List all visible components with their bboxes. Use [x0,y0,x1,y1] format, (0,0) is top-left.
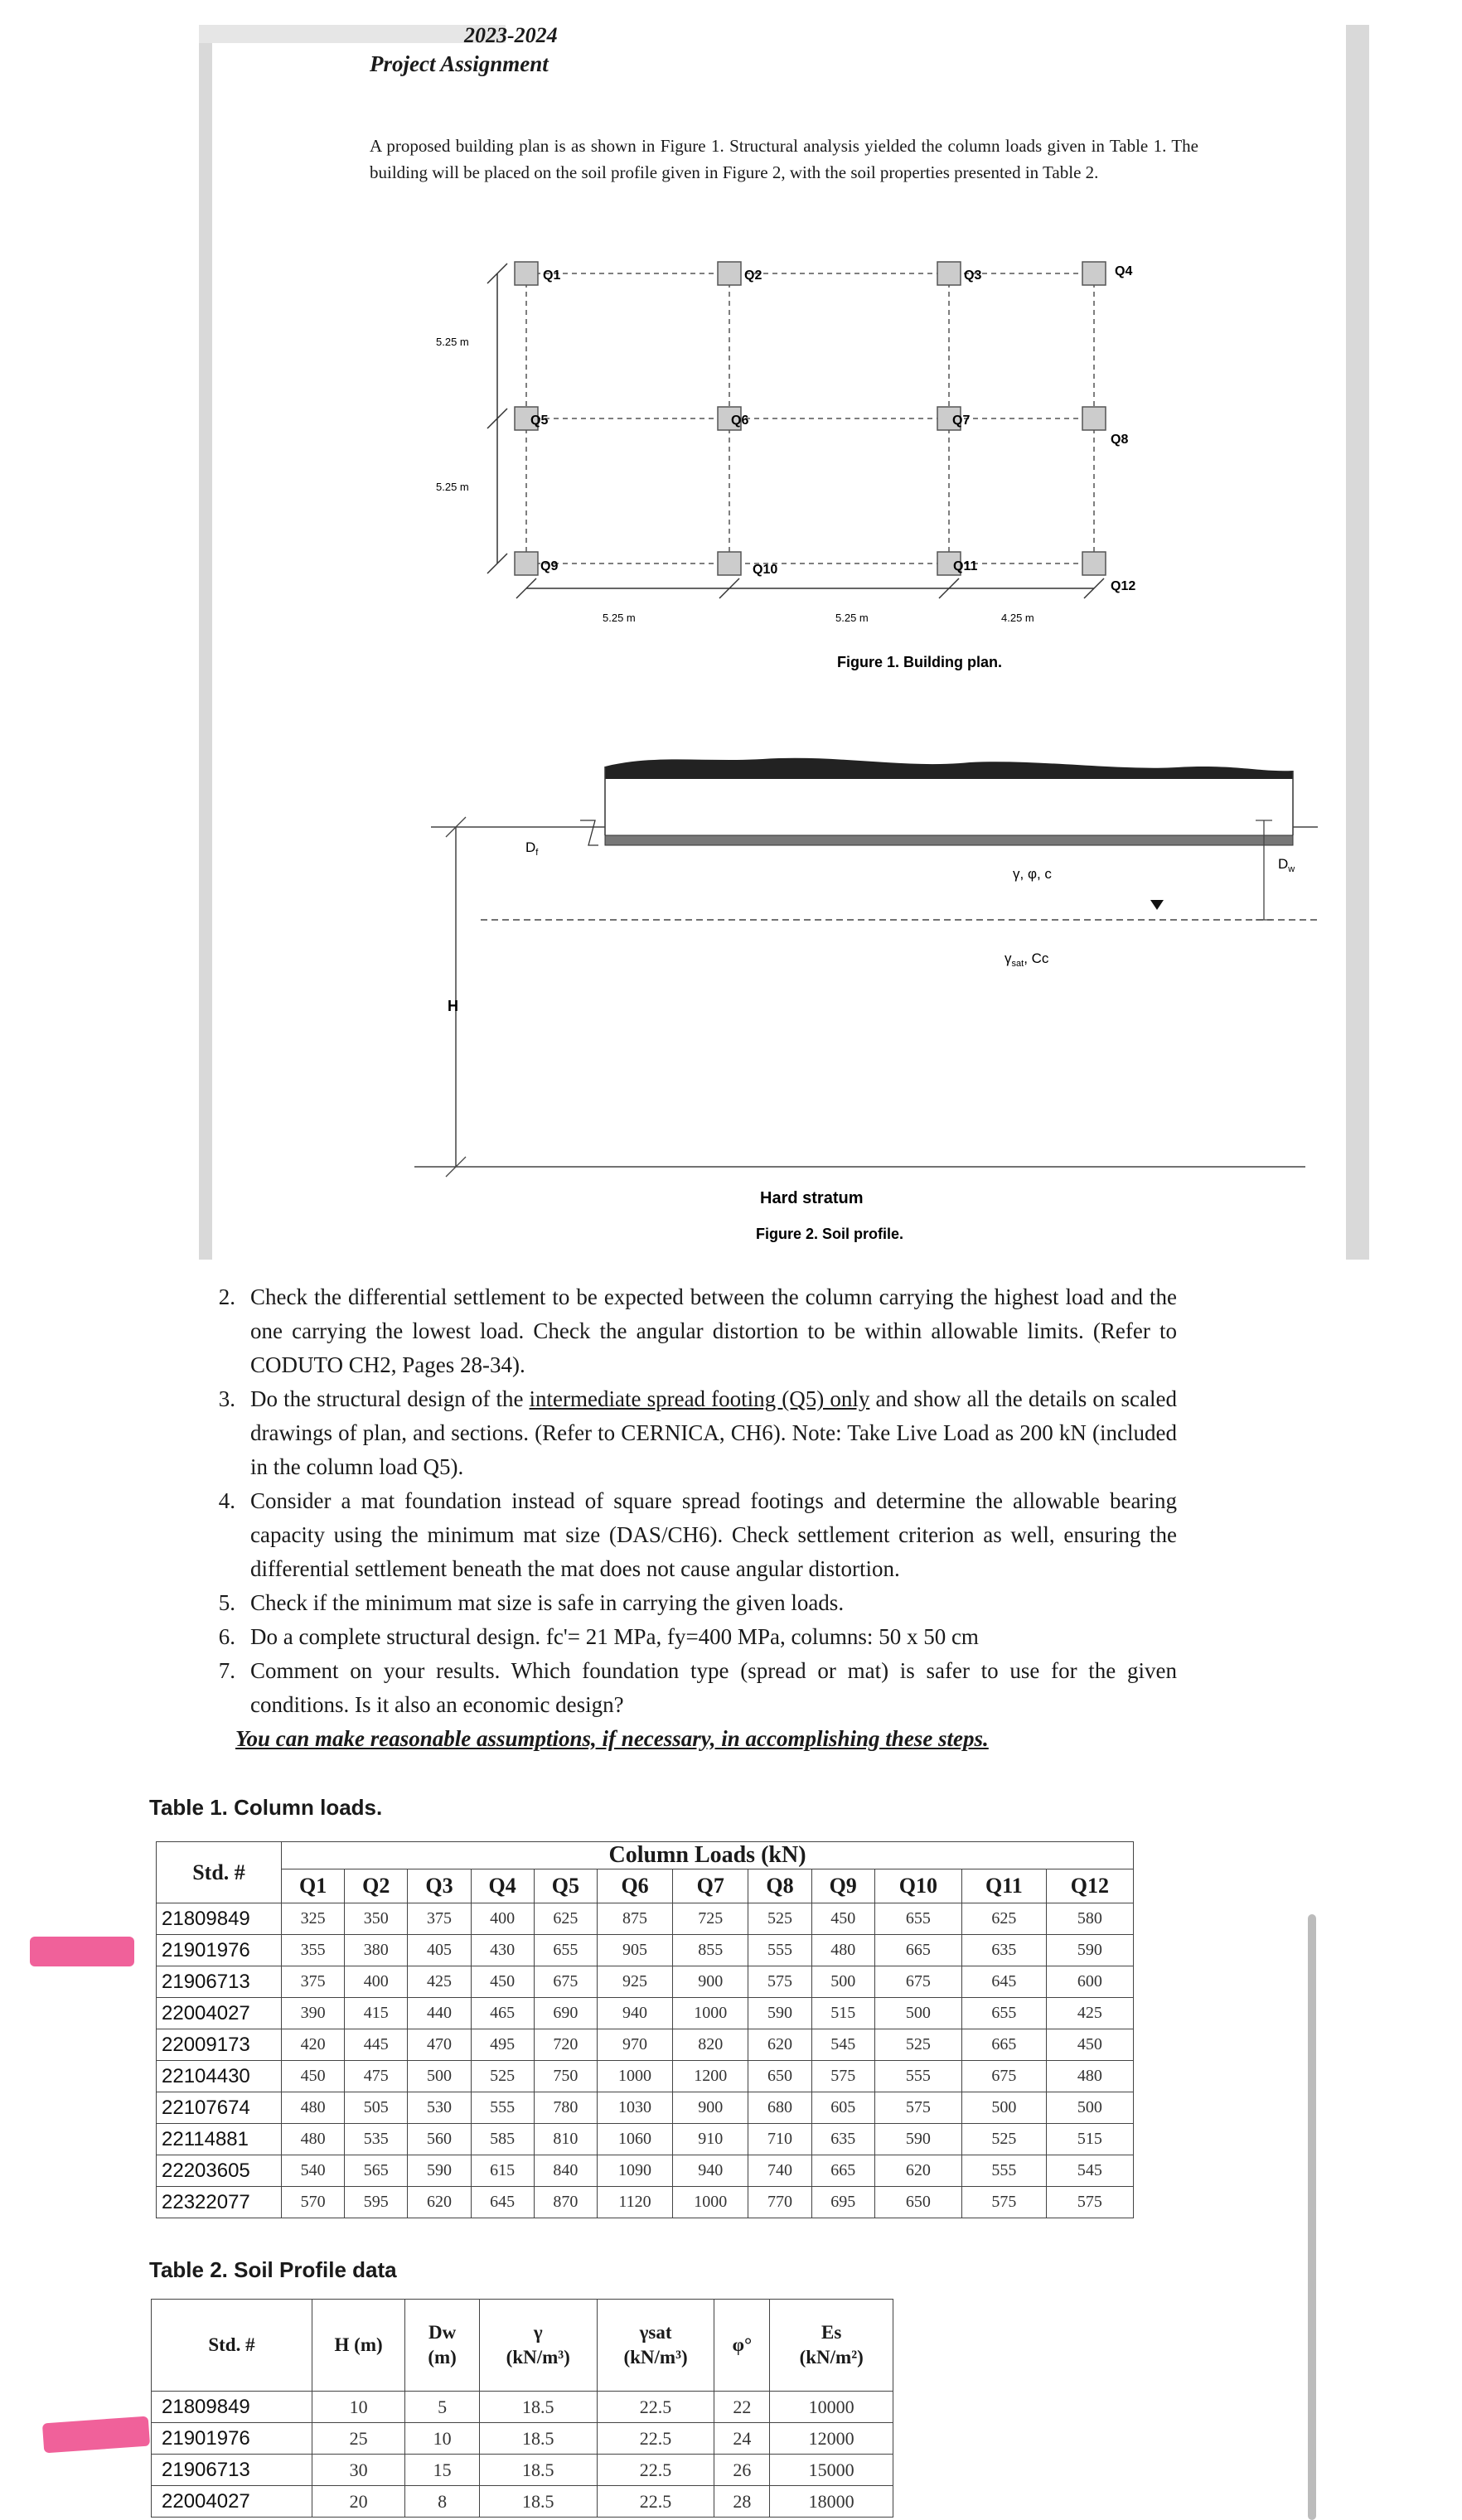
load-cell: 465 [471,1998,534,2029]
label-Q1: Q1 [543,268,561,283]
load-cell: 720 [534,2029,597,2061]
load-cell: 905 [597,1935,672,1966]
column-Q2 [718,262,741,285]
col-header-q12: Q12 [1046,1869,1133,1903]
t2-phi-header: φ° [714,2300,770,2392]
t2-gsat-header: γsat (kN/m³) [597,2300,714,2392]
col-header-q6: Q6 [597,1869,672,1903]
table-row [157,2029,1134,2061]
std-cell: 22009173 [157,2029,282,2061]
load-cell: 635 [961,1935,1046,1966]
load-cell: 440 [408,1998,471,2029]
lower-soil-props: $\gamma_{sat}$, Cc [1005,950,1049,969]
soil-cell-g: 18.5 [479,2486,597,2518]
soil-cell-std: 21809849 [152,2392,312,2423]
table-row [152,2423,893,2455]
soil-profile-figure [406,729,1318,1260]
load-cell: 1000 [597,2061,672,2092]
column-loads-table [156,1841,1134,2218]
load-cell: 1120 [597,2187,672,2218]
soil-cell-dw: 8 [405,2486,480,2518]
load-cell: 590 [748,1998,811,2029]
label-Q11: Q11 [953,559,978,573]
task-item: 2. Check the differential settlement to be expected between the column carrying the highest load and the one carrying the lowest load. Check the angular distortion to be within allowable limits. (Refer to CODUTO CH2, Pages 28-34). [218,1284,1177,1377]
load-cell: 495 [471,2029,534,2061]
load-cell: 565 [345,2155,408,2187]
load-cell: 380 [345,1935,408,1966]
upper-soil-props: γ, φ, c [1013,866,1052,882]
h-label: H [448,998,458,1014]
load-cell: 545 [811,2029,874,2061]
table-row [157,2187,1134,2218]
load-cell: 590 [408,2155,471,2187]
label-Q5: Q5 [530,414,549,428]
load-cell: 390 [282,1998,345,2029]
load-cell: 400 [471,1903,534,1935]
soil-cell-gs: 22.5 [597,2423,714,2455]
load-cell: 940 [597,1998,672,2029]
load-cell: 675 [874,1966,961,1998]
label-Q3: Q3 [964,268,982,283]
col-header-q7: Q7 [673,1869,748,1903]
load-cell: 575 [874,2092,961,2124]
df-label: $D_f$ [525,839,539,858]
label-Q2: Q2 [744,268,762,283]
figure2-caption: Figure 2. Soil profile. [756,1226,904,1242]
hard-stratum-label: Hard stratum [760,1189,864,1207]
dw-label: $D_w$ [1278,856,1295,874]
load-cell: 450 [1046,2029,1133,2061]
soil-cell-es: 10000 [770,2392,893,2423]
label-Q12: Q12 [1111,579,1136,593]
soil-cell-h: 30 [312,2455,404,2486]
table1-caption: Table 1. Column loads. [149,1795,383,1820]
soil-cell-phi: 22 [714,2392,770,2423]
soil-cell-std: 21906713 [152,2455,312,2486]
load-cell: 535 [345,2124,408,2155]
label-Q6: Q6 [731,414,749,428]
soil-cell-g: 18.5 [479,2423,597,2455]
label-Q7: Q7 [952,414,971,428]
column-Q1 [515,262,538,285]
soil-cell-h: 20 [312,2486,404,2518]
header-title: Project Assignment [370,51,549,76]
load-cell: 625 [961,1903,1046,1935]
task-item: 7. Comment on your results. Which foundation type (spread or mat) is safer to use for the given conditions. Is it also an economic design? [218,1658,1177,1717]
t2-h-header: H (m) [312,2300,404,2392]
load-cell: 500 [408,2061,471,2092]
load-cell: 500 [811,1966,874,1998]
column-Q3 [937,262,961,285]
load-cell: 925 [597,1966,672,1998]
load-cell: 480 [811,1935,874,1966]
label-Q10: Q10 [753,563,778,577]
soil-cell-gs: 22.5 [597,2392,714,2423]
highlight-mark [42,2416,150,2454]
load-cell: 910 [673,2124,748,2155]
soil-cell-gs: 22.5 [597,2455,714,2486]
load-cell: 585 [471,2124,534,2155]
col-header-q9: Q9 [811,1869,874,1903]
load-cell: 695 [811,2187,874,2218]
load-cell: 500 [1046,2092,1133,2124]
task-item: 4. Consider a mat foundation instead of square spread footings and determine the allowable bearing capacity using the minimum mat size (DAS/CH6). Check settlement criterion as well, ensuring the differential settlement beneath the mat does not cause angular distortion. [218,1488,1177,1581]
load-cell: 525 [748,1903,811,1935]
std-cell: 21809849 [157,1903,282,1935]
label-Q4: Q4 [1115,264,1133,278]
load-cell: 575 [961,2187,1046,2218]
load-cell: 500 [874,1998,961,2029]
load-cell: 1200 [673,2061,748,2092]
load-cell: 450 [471,1966,534,1998]
col-header-q3: Q3 [408,1869,471,1903]
load-cell: 655 [961,1998,1046,2029]
std-header: Std. # [157,1842,282,1903]
load-cell: 690 [534,1998,597,2029]
load-cell: 480 [1046,2061,1133,2092]
mat-foundation [605,835,1293,845]
t2-std-header: Std. # [152,2300,312,2392]
load-cell: 505 [345,2092,408,2124]
soil-cell-std: 22004027 [152,2486,312,2518]
column-Q9 [515,552,538,575]
std-cell: 22203605 [157,2155,282,2187]
load-cell: 540 [282,2155,345,2187]
col-header-q10: Q10 [874,1869,961,1903]
building-plan-figure [414,240,1210,688]
soil-cell-std: 21901976 [152,2423,312,2455]
task-list [182,1280,1177,1756]
load-cell: 590 [874,2124,961,2155]
load-cell: 635 [811,2124,874,2155]
load-cell: 940 [673,2155,748,2187]
table-row [157,2124,1134,2155]
soil-cell-h: 25 [312,2423,404,2455]
std-cell: 21901976 [157,1935,282,1966]
load-cell: 810 [534,2124,597,2155]
load-cell: 665 [874,1935,961,1966]
table-row [157,2155,1134,2187]
assumption-note: You can make reasonable assumptions, if necessary, in accomplishing these steps. [235,1726,989,1751]
figure1-caption: Figure 1. Building plan. [837,654,1003,670]
t2-gamma-header: γ (kN/m³) [479,2300,597,2392]
table-row [157,2061,1134,2092]
load-cell: 680 [748,2092,811,2124]
std-cell: 22004027 [157,1998,282,2029]
table-row [157,1966,1134,1998]
load-cell: 605 [811,2092,874,2124]
load-cell: 450 [811,1903,874,1935]
soil-cell-g: 18.5 [479,2392,597,2423]
col-header-q1: Q1 [282,1869,345,1903]
header-year: 2023-2024 [464,23,558,47]
soil-cell-g: 18.5 [479,2455,597,2486]
load-cell: 650 [874,2187,961,2218]
table-row [157,1903,1134,1935]
column-Q4 [1082,262,1106,285]
load-cell: 525 [961,2124,1046,2155]
load-cell: 515 [1046,2124,1133,2155]
std-cell: 21906713 [157,1966,282,1998]
label-Q9: Q9 [540,559,559,573]
load-cell: 570 [282,2187,345,2218]
load-cell: 655 [534,1935,597,1966]
std-cell: 22114881 [157,2124,282,2155]
load-cell: 625 [534,1903,597,1935]
dim-x1: 5.25 m [603,612,636,624]
load-cell: 780 [534,2092,597,2124]
table2-caption: Table 2. Soil Profile data [149,2257,397,2282]
col-header-q5: Q5 [534,1869,597,1903]
load-cell: 555 [874,2061,961,2092]
col-header-q4: Q4 [471,1869,534,1903]
load-cell: 480 [282,2092,345,2124]
load-cell: 620 [748,2029,811,2061]
load-cell: 675 [534,1966,597,1998]
table-row [152,2392,893,2423]
load-cell: 530 [408,2092,471,2124]
table-row [157,1998,1134,2029]
load-cell: 350 [345,1903,408,1935]
soil-surface-mound [605,758,1293,779]
load-cell: 575 [1046,2187,1133,2218]
load-cell: 590 [1046,1935,1133,1966]
soil-profile-table [151,2299,893,2518]
label-Q8: Q8 [1111,433,1129,447]
soil-cell-es: 18000 [770,2486,893,2518]
load-cell: 1000 [673,1998,748,2029]
t2-es-header: Es (kN/m²) [770,2300,893,2392]
load-cell: 675 [961,2061,1046,2092]
table-row [152,2486,893,2518]
load-cell: 525 [471,2061,534,2092]
load-cell: 615 [471,2155,534,2187]
load-cell: 500 [961,2092,1046,2124]
load-cell: 645 [471,2187,534,2218]
load-cell: 710 [748,2124,811,2155]
std-cell: 22104430 [157,2061,282,2092]
dim-x3: 4.25 m [1001,612,1034,624]
load-cell: 875 [597,1903,672,1935]
scrollbar[interactable] [1308,1914,1316,2520]
col-header-q11: Q11 [961,1869,1046,1903]
load-cell: 620 [408,2187,471,2218]
load-cell: 655 [874,1903,961,1935]
std-cell: 22107674 [157,2092,282,2124]
load-cell: 900 [673,2092,748,2124]
dim-x2: 5.25 m [835,612,869,624]
load-cell: 470 [408,2029,471,2061]
load-cell: 425 [408,1966,471,1998]
std-cell: 22322077 [157,2187,282,2218]
load-cell: 415 [345,1998,408,2029]
load-cell: 645 [961,1966,1046,1998]
soil-cell-phi: 26 [714,2455,770,2486]
load-cell: 480 [282,2124,345,2155]
load-cell: 555 [471,2092,534,2124]
load-cell: 665 [811,2155,874,2187]
intro-paragraph: A proposed building plan is as shown in Figure 1. Structural analysis yielded the column loads given in Table 1. The building will be placed on the soil profile given in Figure 2, with the soil properties presented in Table 2. [370,136,1198,182]
load-cell: 475 [345,2061,408,2092]
load-cell: 620 [874,2155,961,2187]
dim-y1: 5.25 m [436,336,469,348]
load-cell: 325 [282,1903,345,1935]
load-cell: 375 [408,1903,471,1935]
load-cell: 740 [748,2155,811,2187]
col-header-q2: Q2 [345,1869,408,1903]
task-item: 5. Check if the minimum mat size is safe in carrying the given loads. [218,1590,845,1615]
soil-cell-phi: 28 [714,2486,770,2518]
load-cell: 400 [345,1966,408,1998]
load-cell: 1060 [597,2124,672,2155]
load-cell: 595 [345,2187,408,2218]
load-cell: 750 [534,2061,597,2092]
soil-cell-es: 12000 [770,2423,893,2455]
soil-cell-h: 10 [312,2392,404,2423]
load-cell: 1090 [597,2155,672,2187]
soil-cell-es: 15000 [770,2455,893,2486]
load-cell: 1030 [597,2092,672,2124]
load-cell: 425 [1046,1998,1133,2029]
column-Q10 [718,552,741,575]
load-cell: 555 [961,2155,1046,2187]
load-cell: 770 [748,2187,811,2218]
soil-cell-phi: 24 [714,2423,770,2455]
column-Q12 [1082,552,1106,575]
table-row [157,1935,1134,1966]
load-cell: 420 [282,2029,345,2061]
load-cell: 525 [874,2029,961,2061]
col-header-q8: Q8 [748,1869,811,1903]
soil-cell-dw: 15 [405,2455,480,2486]
load-cell: 375 [282,1966,345,1998]
scan-top-strip [199,25,506,43]
load-cell: 450 [282,2061,345,2092]
task-item: 6. Do a complete structural design. fc'= 21 MPa, fy=400 MPa, columns: 50 x 50 cm [218,1624,979,1649]
highlight-mark [30,1937,134,1966]
load-cell: 855 [673,1935,748,1966]
load-cell: 900 [673,1966,748,1998]
load-cell: 515 [811,1998,874,2029]
load-cell: 970 [597,2029,672,2061]
soil-cell-gs: 22.5 [597,2486,714,2518]
load-cell: 1000 [673,2187,748,2218]
soil-cell-dw: 10 [405,2423,480,2455]
dim-y2: 5.25 m [436,481,469,493]
t2-dw-header: Dw (m) [405,2300,480,2392]
column-Q8 [1082,407,1106,430]
load-cell: 600 [1046,1966,1133,1998]
load-cell: 560 [408,2124,471,2155]
load-cell: 405 [408,1935,471,1966]
task-item: 3. Do the structural design of the intermediate spread footing (Q5) only and show all the details on scaled drawings of plan, and sections. (Refer to CERNICA, CH6). Note: Take Live Load as 200 kN (included in the column load Q5). [218,1386,1177,1479]
table-row [157,2092,1134,2124]
load-cell: 545 [1046,2155,1133,2187]
load-cell: 840 [534,2155,597,2187]
load-cell: 725 [673,1903,748,1935]
load-cell: 820 [673,2029,748,2061]
group-header: Column Loads (kN) [282,1842,1134,1869]
load-cell: 665 [961,2029,1046,2061]
load-cell: 355 [282,1935,345,1966]
load-cell: 575 [811,2061,874,2092]
load-cell: 445 [345,2029,408,2061]
soil-cell-dw: 5 [405,2392,480,2423]
load-cell: 555 [748,1935,811,1966]
table-row [152,2455,893,2486]
load-cell: 580 [1046,1903,1133,1935]
load-cell: 650 [748,2061,811,2092]
load-cell: 430 [471,1935,534,1966]
load-cell: 575 [748,1966,811,1998]
load-cell: 870 [534,2187,597,2218]
